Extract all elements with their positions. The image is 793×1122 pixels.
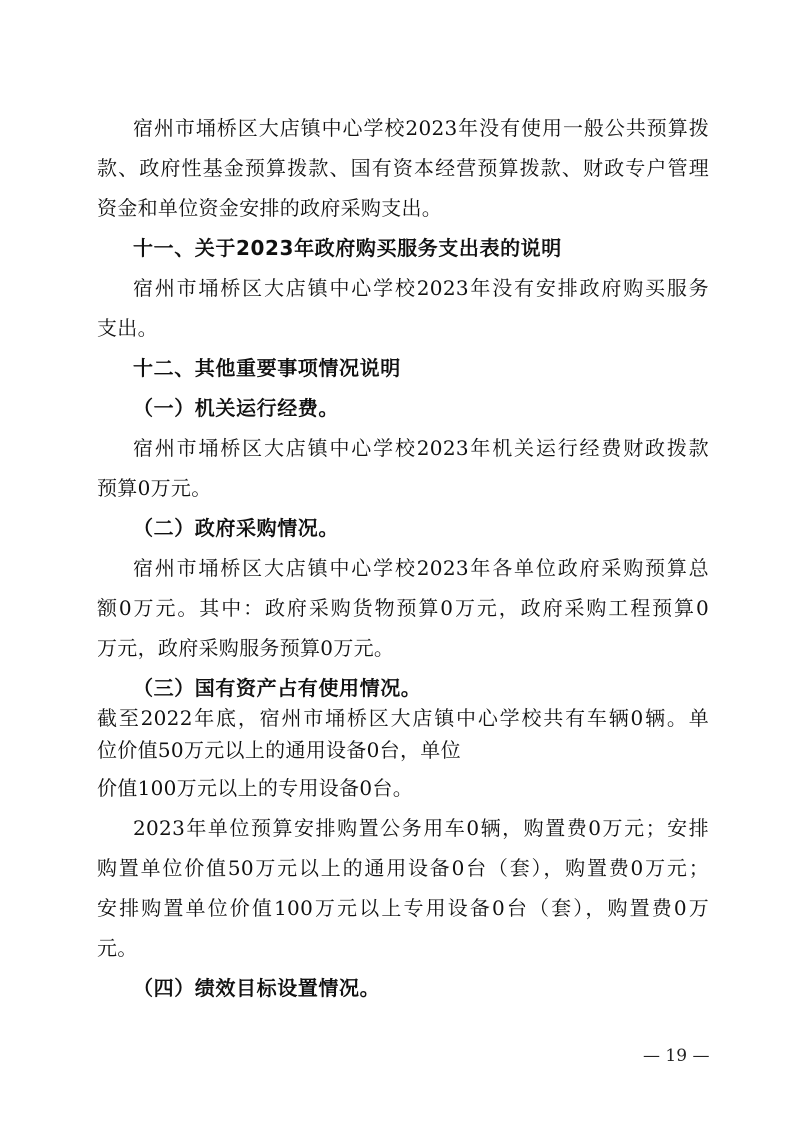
paragraph-line: 元。 [97,936,138,960]
paragraph-line: 额0万元。其中：政府采购货物预算0万元，政府采购工程预算0 [97,596,709,620]
subsection-heading-2: （二）政府采购情况。 [133,516,339,540]
paragraph-line: 万元，政府采购服务预算0万元。 [97,636,395,660]
paragraph-line: 支出。 [97,316,158,340]
paragraph-line: 预算0万元。 [97,476,212,500]
paragraph-line: 2023年单位预算安排购置公务用车0辆，购置费0万元；安排 [133,816,709,840]
section-heading-12: 十二、其他重要事项情况说明 [133,356,401,380]
paragraph-line: 宿州市埇桥区大店镇中心学校2023年各单位政府采购预算总 [133,556,709,580]
paragraph-line: 宿州市埇桥区大店镇中心学校2023年机关运行经费财政拨款 [133,436,709,460]
paragraph-line: 资金和单位资金安排的政府采购支出。 [97,196,443,220]
subsection-heading-3: （三）国有资产占有使用情况。 [133,676,422,700]
paragraph-line: 安排购置单位价值100万元以上专用设备0台（套），购置费0万 [97,896,709,920]
page-number: — 19 — [643,1046,710,1066]
paragraph-line: 位价值50万元以上的通用设备0台，单位 [97,738,461,762]
paragraph-line: 截至2022年底，宿州市埇桥区大店镇中心学校共有车辆0辆。单 [97,706,709,730]
paragraph-line: 购置单位价值50万元以上的通用设备0台（套），购置费0万元； [97,856,709,880]
subsection-heading-4: （四）绩效目标设置情况。 [133,976,381,1000]
subsection-heading-1: （一）机关运行经费。 [133,396,339,420]
paragraph-line: 价值100万元以上的专用设备0台。 [97,776,413,800]
paragraph-line: 宿州市埇桥区大店镇中心学校2023年没有安排政府购买服务 [133,276,709,300]
paragraph-line: 宿州市埇桥区大店镇中心学校2023年没有使用一般公共预算拨 [133,116,709,140]
section-heading-11: 十一、关于2023年政府购买服务支出表的说明 [133,236,562,260]
paragraph-line: 款、政府性基金预算拨款、国有资本经营预算拨款、财政专户管理 [97,156,709,180]
